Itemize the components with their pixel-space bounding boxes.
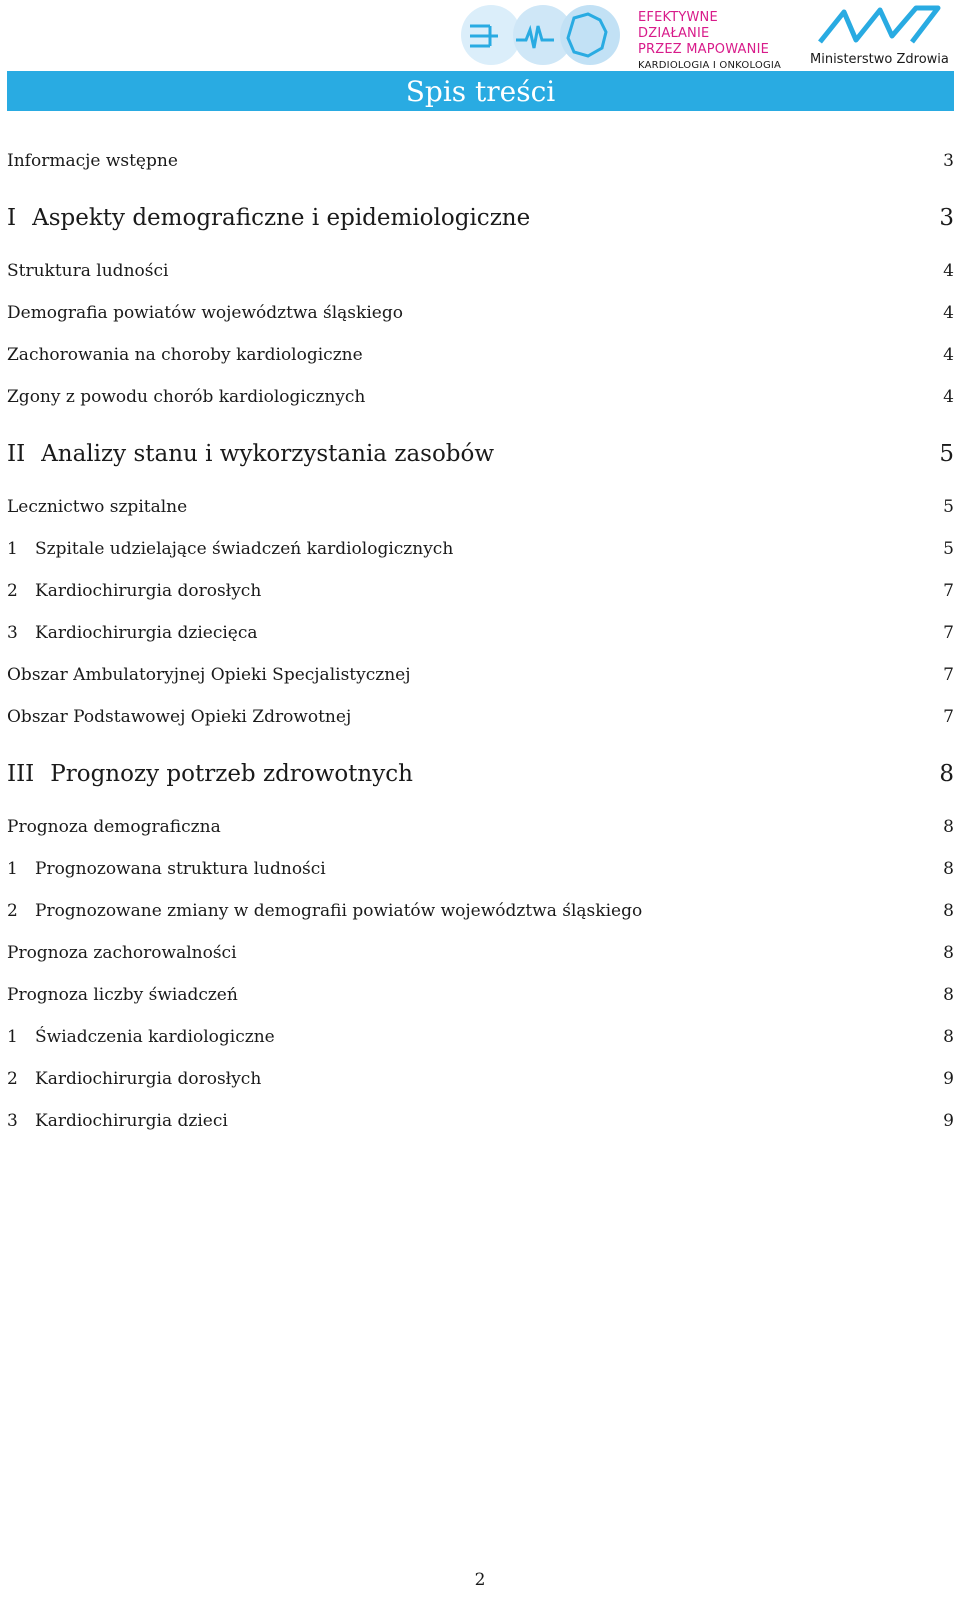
toc-entry-title: [7, 528, 453, 570]
page-title: Spis treści: [7, 71, 954, 111]
toc-entry-title: [7, 570, 261, 612]
toc-entry-page: 9: [943, 1111, 954, 1131]
toc-entry-page: 8: [943, 1027, 954, 1047]
project-name-line3: KARDIOLOGIA I ONKOLOGIA: [638, 60, 782, 71]
toc-entry-label: Demografia powiatów województwa śląskiego: [7, 303, 403, 323]
toc-entry-label: Lecznictwo szpitalne: [7, 497, 188, 517]
toc-entry-label: Prognozowana struktura ludności: [35, 859, 326, 879]
project-name-line2: PRZEZ MAPOWANIE: [638, 42, 770, 57]
toc-entry-number: III: [7, 761, 35, 787]
project-name-line1: EFEKTYWNE DZIAŁANIE: [638, 10, 718, 41]
ministry-logo: [810, 2, 950, 68]
toc-entry[interactable]: [7, 890, 954, 932]
toc-entry-title: [7, 974, 238, 1016]
toc-entry-page: 4: [943, 303, 954, 323]
toc-entry-title: [7, 612, 258, 654]
toc-entry-page: 5: [939, 441, 954, 467]
toc-entry-label: Informacje wstępne: [7, 151, 178, 171]
toc-entry-title: [7, 696, 351, 738]
toc-entry-title: [7, 334, 363, 376]
toc-entry-title: [7, 1100, 228, 1142]
toc-entry[interactable]: [7, 974, 954, 1016]
toc-entry-title: [7, 890, 642, 932]
toc-entry-label: Kardiochirurgia dorosłych: [35, 1069, 262, 1089]
toc-entry-label: Kardiochirurgia dzieci: [35, 1111, 228, 1131]
toc-entry-title: [7, 250, 168, 292]
ministry-name: Ministerstwo Zdrowia: [810, 52, 949, 67]
toc-entry-number: 1: [7, 539, 18, 559]
toc-entry-number: 2: [7, 581, 18, 601]
toc-entry-number: 2: [7, 1069, 18, 1089]
toc-entry-page: 5: [943, 497, 954, 517]
toc-entry-title: [7, 422, 494, 486]
toc-entry-page: 7: [943, 623, 954, 643]
toc-entry[interactable]: [7, 250, 954, 292]
toc-entry-label: Zachorowania na choroby kardiologiczne: [7, 345, 363, 365]
toc-entry-page: 4: [943, 345, 954, 365]
toc-entry-label: Prognoza liczby świadczeń: [7, 985, 238, 1005]
toc-entry-title: [7, 486, 187, 528]
toc-entry-title: [7, 140, 178, 182]
toc-entry-title: [7, 932, 237, 974]
toc-entry-title: [7, 186, 530, 250]
toc-entry[interactable]: [7, 848, 954, 890]
toc-entry-title: [7, 376, 365, 418]
toc-entry[interactable]: [7, 1016, 954, 1058]
toc-entry-label: Struktura ludności: [7, 261, 169, 281]
toc-entry-label: Analizy stanu i wykorzystania zasobów: [41, 441, 495, 467]
toc-entry-label: Obszar Podstawowej Opieki Zdrowotnej: [7, 707, 352, 727]
toc-entry-label: Zgony z powodu chorób kardiologicznych: [7, 387, 366, 407]
toc-entry-number: II: [7, 441, 26, 467]
toc-entry-page: 8: [943, 985, 954, 1005]
toc-entry-number: I: [7, 205, 17, 231]
table-of-contents: [7, 140, 954, 1142]
toc-entry-title: [7, 1016, 275, 1058]
toc-entry-page: 4: [943, 261, 954, 281]
toc-entry-title: [7, 1058, 261, 1100]
toc-entry[interactable]: [7, 654, 954, 696]
toc-entry-label: Szpitale udzielające świadczeń kardiologicznych: [35, 539, 454, 559]
toc-entry-page: 8: [939, 761, 954, 787]
toc-entry-title: [7, 848, 326, 890]
toc-entry[interactable]: [7, 696, 954, 738]
header-logos: [0, 0, 960, 70]
toc-entry-number: 1: [7, 859, 18, 879]
toc-entry-label: Aspekty demograficzne i epidemiologiczne: [32, 205, 531, 231]
toc-entry-page: 7: [943, 665, 954, 685]
toc-entry-page: 8: [943, 901, 954, 921]
toc-entry-label: Kardiochirurgia dorosłych: [35, 581, 262, 601]
toc-entry[interactable]: [7, 612, 954, 654]
mapping-project-logo: [458, 2, 623, 68]
toc-entry-label: Prognoza demograficzna: [7, 817, 221, 837]
project-name: [638, 10, 788, 74]
toc-entry-number: 3: [7, 1111, 18, 1131]
toc-entry-number: 1: [7, 1027, 18, 1047]
toc-entry-label: Kardiochirurgia dziecięca: [35, 623, 258, 643]
toc-entry-page: 7: [943, 707, 954, 727]
toc-entry[interactable]: [7, 806, 954, 848]
toc-entry-label: Prognoza zachorowalności: [7, 943, 237, 963]
toc-entry-page: 8: [943, 817, 954, 837]
ministry-emblem-icon: [816, 2, 942, 48]
toc-part-heading[interactable]: [7, 742, 954, 806]
toc-entry[interactable]: [7, 932, 954, 974]
toc-entry-number: 2: [7, 901, 18, 921]
toc-entry[interactable]: [7, 486, 954, 528]
toc-entry-page: 3: [939, 205, 954, 231]
toc-entry-label: Prognozowane zmiany w demografii powiatów województwa śląskiego: [35, 901, 643, 921]
toc-entry[interactable]: [7, 292, 954, 334]
toc-entry[interactable]: [7, 1100, 954, 1142]
toc-entry-label: Obszar Ambulatoryjnej Opieki Specjalistycznej: [7, 665, 411, 685]
toc-entry[interactable]: [7, 140, 954, 182]
toc-entry-page: 9: [943, 1069, 954, 1089]
toc-entry-page: 3: [943, 151, 954, 171]
page-number: 2: [474, 1570, 486, 1590]
toc-entry[interactable]: [7, 570, 954, 612]
toc-part-heading[interactable]: [7, 186, 954, 250]
toc-entry[interactable]: [7, 334, 954, 376]
toc-entry-number: 3: [7, 623, 18, 643]
toc-entry-label: Świadczenia kardiologiczne: [35, 1027, 275, 1047]
toc-entry[interactable]: [7, 1058, 954, 1100]
toc-entry-label: Prognozy potrzeb zdrowotnych: [50, 761, 413, 787]
toc-entry[interactable]: [7, 528, 954, 570]
toc-entry-title: [7, 806, 221, 848]
toc-entry[interactable]: [7, 376, 954, 418]
toc-entry-page: 8: [943, 943, 954, 963]
toc-entry-title: [7, 742, 413, 806]
toc-entry-page: 5: [943, 539, 954, 559]
toc-entry-page: 7: [943, 581, 954, 601]
toc-entry-title: [7, 654, 410, 696]
toc-part-heading[interactable]: [7, 422, 954, 486]
toc-entry-title: [7, 292, 403, 334]
toc-entry-page: 8: [943, 859, 954, 879]
toc-entry-page: 4: [943, 387, 954, 407]
